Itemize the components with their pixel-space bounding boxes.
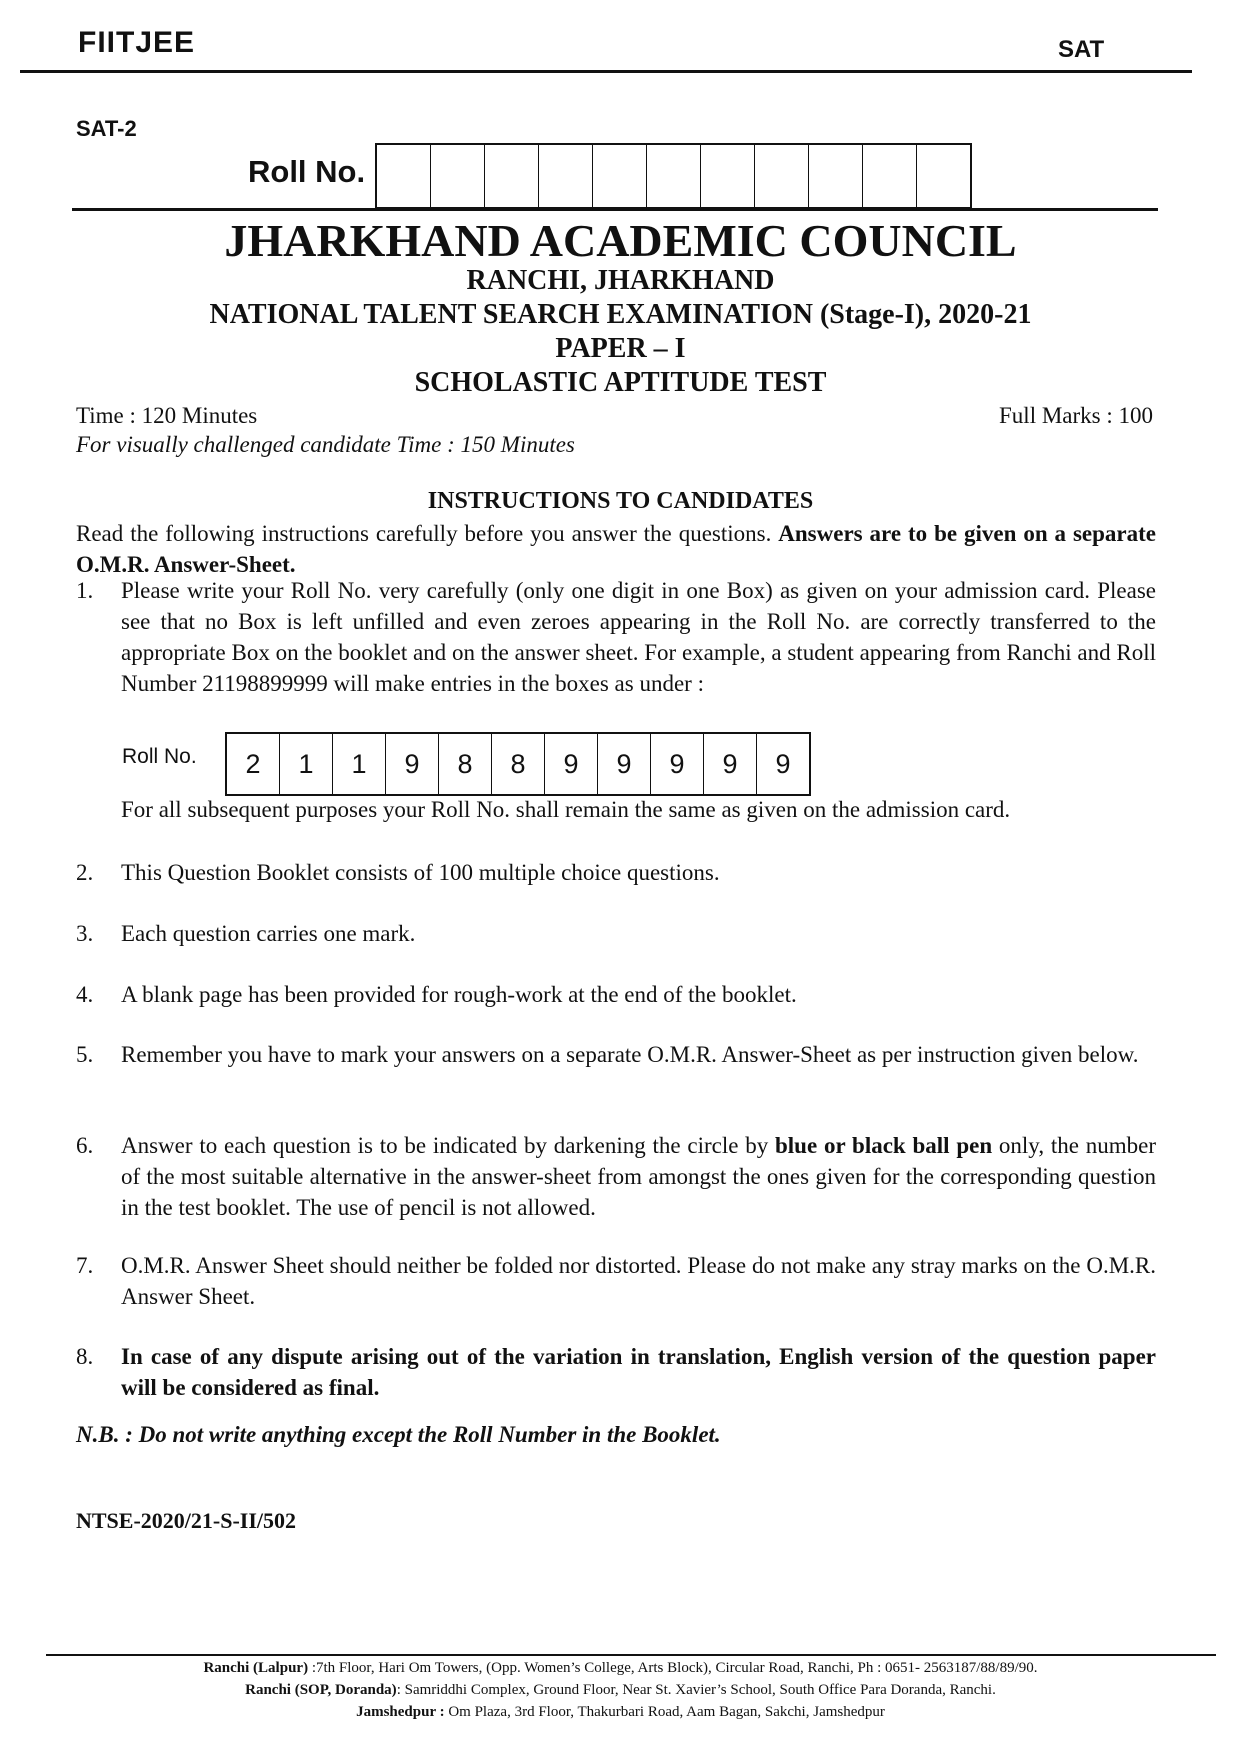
roll-number-box[interactable] [377, 145, 431, 207]
instruction-item-3 [76, 918, 1156, 949]
item-text: Please write your Roll No. very carefully (only one digit in one Box) as given on your admission card. Please see that no Box is left unfilled and even zeroes appearing in the Roll No. are correctly transferred to the appropriate Box on the booklet and on the answer sheet. For example, a student appearing from Ranchi and Roll Number 21198899999 will make entries in the boxes as under : [121, 578, 1156, 696]
roll-number-note: For all subsequent purposes your Roll No. shall remain the same as given on the admission card. [121, 797, 1011, 822]
roll-number-box[interactable] [863, 145, 917, 207]
item-number: 5. [76, 1042, 94, 1067]
example-roll-boxes [225, 732, 811, 796]
item-text [121, 1130, 1156, 1223]
item-number: 3. [76, 921, 94, 946]
footer-address-text: :7th Floor, Hari Om Towers, (Opp. Women’s College, Arts Block), Circular Road, Ranchi, Ph : 0651- 2563187/88/89/90. [308, 1660, 1038, 1676]
footer-address-doranda [0, 1682, 1241, 1699]
roll-number-box[interactable] [431, 145, 485, 207]
paper-code: SAT-2 [76, 116, 137, 141]
instruction-item-6 [76, 1130, 1156, 1223]
item-number: 2. [76, 860, 94, 885]
exam-title: NATIONAL TALENT SEARCH EXAMINATION (Stage-I), 2020-21 [209, 299, 1032, 330]
example-digit: 8 [439, 734, 492, 794]
item-text: Each question carries one mark. [121, 921, 416, 946]
example-digit: 1 [333, 734, 386, 794]
paper-number: PAPER – I [555, 333, 686, 364]
item-text-bold: blue or black ball pen [775, 1133, 993, 1158]
item-number: 6. [76, 1133, 94, 1158]
intro-bold-text: Answers are to be given on a separate O.M.R. Answer-Sheet. [76, 521, 1156, 577]
roll-number-box[interactable] [485, 145, 539, 207]
footer-address-text: : Samriddhi Complex, Ground Floor, Near St. Xavier’s School, South Office Para Doranda, Ranchi. [396, 1682, 996, 1698]
instruction-item-4 [76, 979, 1156, 1010]
footer-address-jamshedpur [0, 1704, 1241, 1721]
item-text-post: only, the number of the most suitable alternative in the answer-sheet from amongst the ones given for the corresponding question in the test booklet. The use of pencil is not allowed. [121, 1133, 1156, 1220]
roll-number-box[interactable] [755, 145, 809, 207]
roll-number-box[interactable] [701, 145, 755, 207]
roll-number-box[interactable] [647, 145, 701, 207]
roll-number-box[interactable] [593, 145, 647, 207]
example-digit: 9 [651, 734, 704, 794]
example-digit: 9 [775, 748, 791, 779]
roll-number-box[interactable] [809, 145, 863, 207]
visually-challenged-time: For visually challenged candidate Time : 150 Minutes [76, 432, 575, 457]
example-digit: 9 [704, 734, 757, 794]
full-marks: Full Marks : 100 [999, 403, 1153, 428]
footer-address-lalpur [0, 1660, 1241, 1677]
instructions-intro [76, 518, 1156, 580]
brand-logo-text: FIITJEE [78, 26, 196, 59]
test-name: SCHOLASTIC APTITUDE TEST [414, 367, 827, 398]
example-digit: 2 [227, 734, 280, 794]
title-divider [72, 208, 1158, 211]
instructions-heading: INSTRUCTIONS TO CANDIDATES [427, 488, 814, 514]
instruction-item-5 [76, 1039, 1156, 1070]
footer-divider [46, 1654, 1216, 1656]
intro-text: Read the following instructions carefully before you answer the questions. [76, 521, 779, 546]
council-city: RANCHI, JHARKHAND [466, 265, 775, 296]
time-allowed: Time : 120 Minutes [76, 403, 258, 428]
item-text: This Question Booklet consists of 100 multiple choice questions. [121, 860, 720, 885]
instruction-item-1 [76, 575, 1156, 699]
item-text-pre: Answer to each question is to be indicated by darkening the circle by [121, 1133, 775, 1158]
footer-address-text: Om Plaza, 3rd Floor, Thakurbari Road, Aam Bagan, Sakchi, Jamshedpur [444, 1704, 885, 1720]
roll-number-box[interactable] [917, 145, 970, 207]
footer-branch-name: Jamshedpur : [356, 1704, 445, 1720]
example-digit: 9 [386, 734, 439, 794]
nb-note: N.B. : Do not write anything except the Roll Number in the Booklet. [76, 1422, 721, 1447]
paper-reference-code: NTSE-2020/21-S-II/502 [76, 1508, 297, 1533]
header-divider [20, 70, 1192, 73]
item-text: O.M.R. Answer Sheet should neither be folded nor distorted. Please do not make any stray marks on the O.M.R. Answer Sheet. [121, 1253, 1156, 1309]
instruction-item-7 [76, 1250, 1156, 1312]
footer-branch-name: Ranchi (Lalpur) [203, 1660, 309, 1676]
example-digit: 9 [598, 734, 651, 794]
footer-branch-name: Ranchi (SOP, Doranda) [245, 1682, 397, 1698]
item-text: In case of any dispute arising out of the variation in translation, English version of the question paper will be considered as final. [121, 1344, 1156, 1400]
item-number: 7. [76, 1253, 94, 1278]
example-roll-label: Roll No. [122, 745, 197, 768]
example-digit: 9 [545, 734, 598, 794]
instruction-item-8 [76, 1341, 1156, 1403]
item-number: 4. [76, 982, 94, 1007]
example-digit: 8 [492, 734, 545, 794]
item-number: 8. [76, 1344, 94, 1369]
item-text: Remember you have to mark your answers on a separate O.M.R. Answer-Sheet as per instruction given below. [121, 1042, 1139, 1067]
roll-number-label: Roll No. [248, 154, 366, 189]
item-number: 1. [76, 578, 94, 603]
council-title: JHARKHAND ACADEMIC COUNCIL [224, 215, 1017, 266]
instruction-item-2 [76, 857, 1156, 888]
header-tag: SAT [1058, 36, 1105, 63]
item-text: A blank page has been provided for rough-work at the end of the booklet. [121, 982, 797, 1007]
example-digit: 1 [280, 734, 333, 794]
roll-number-box[interactable] [539, 145, 593, 207]
roll-number-boxes [375, 143, 972, 209]
